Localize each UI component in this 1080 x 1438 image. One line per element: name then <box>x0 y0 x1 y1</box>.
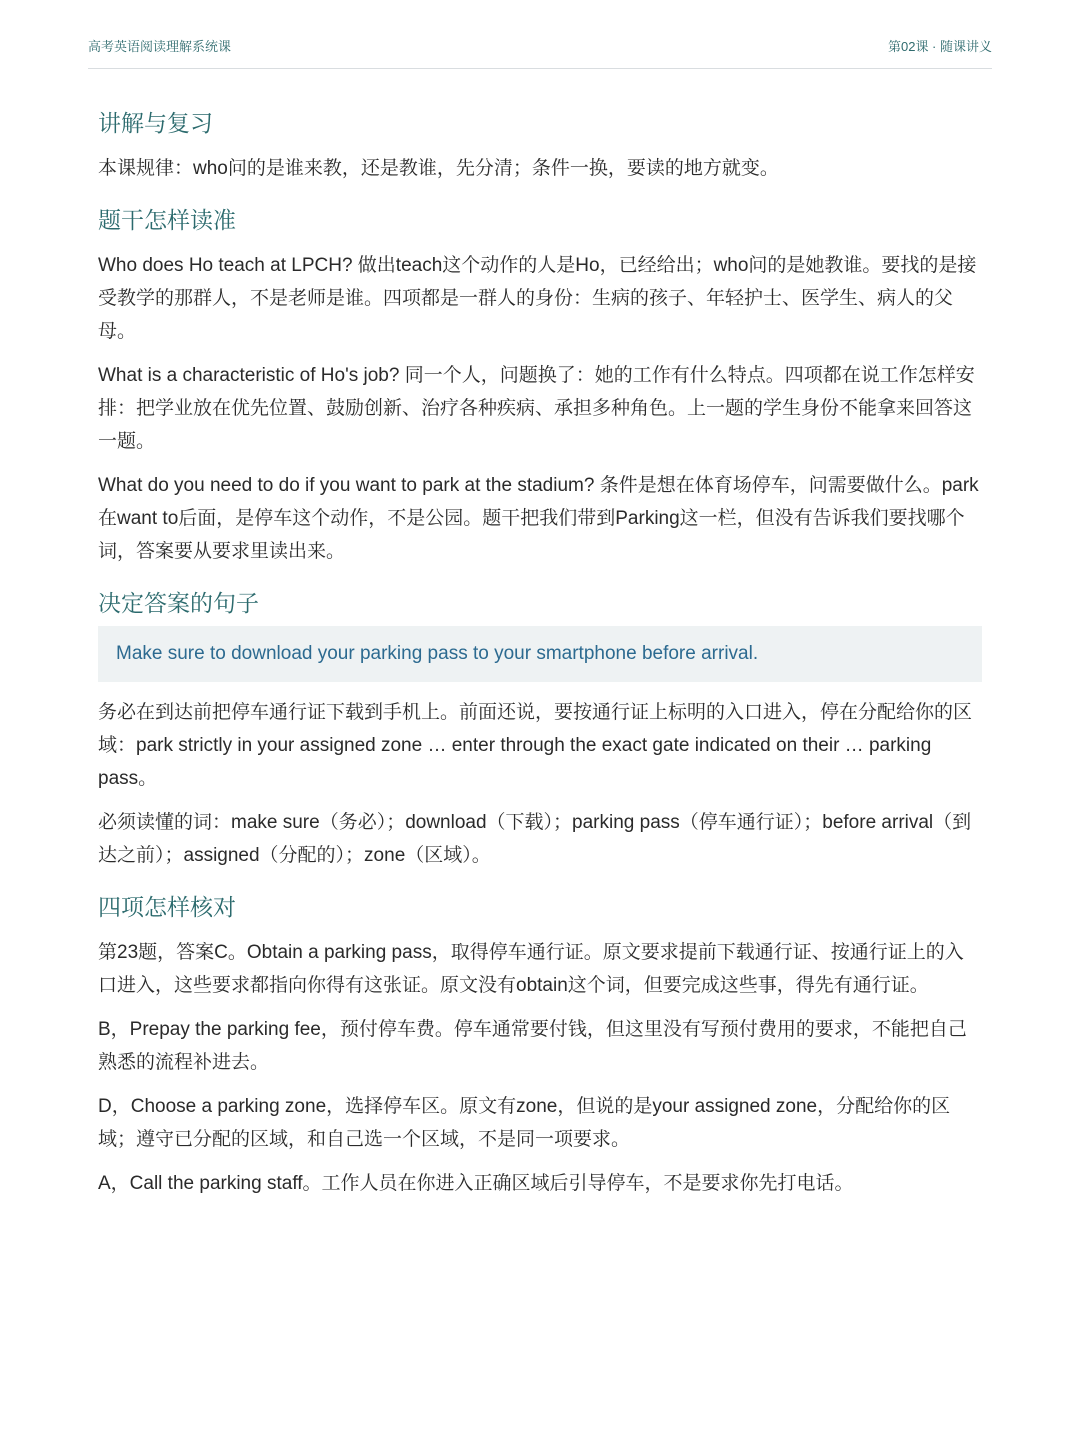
section-option-check <box>98 890 982 1200</box>
lecture-notes <box>98 106 982 1200</box>
section-title-key-sentence: 决定答案的句子 <box>98 590 259 616</box>
review-paragraph: 本课规律：who问的是谁来教，还是教谁，先分清；条件一换，要读的地方就变。 <box>98 158 779 179</box>
quote-text: Make sure to download your parking pass to your smartphone before arrival. <box>116 643 759 664</box>
option-paragraph-d: D，Choose a parking zone，选择停车区。原文有zone，但说的是your assigned zone，分配给你的区域；遵守已分配的区域，和自己选一个区域，不是同一项要求。 <box>98 1096 951 1150</box>
key-sentence-paragraph-1: 务必在到达前把停车通行证下载到手机上。前面还说，要按通行证上标明的入口进入，停在分配给你的区域：park strictly in your assigned zone … enter through the exact gate indicated on their … parking pass。 <box>98 702 973 789</box>
section-title-question-reading: 题干怎样读准 <box>98 207 236 233</box>
section-review <box>98 106 982 185</box>
course-title: 高考英语阅读理解系统课 <box>88 39 232 54</box>
option-paragraph-a: A，Call the parking staff。工作人员在你进入正确区域后引导停车，不是要求你先打电话。 <box>98 1173 854 1194</box>
section-title-option-check: 四项怎样核对 <box>98 894 236 920</box>
question-paragraph-3: What do you need to do if you want to park at the stadium? 条件是想在体育场停车，问需要做什么。park在want to后面，是停车这个动作，不是公园。题干把我们带到Parking这一栏，但没有告诉我们要找哪个词，答案要从要求里读出来。 <box>98 475 979 562</box>
section-title-review: 讲解与复习 <box>98 110 213 136</box>
option-paragraph-b: B，Prepay the parking fee，预付停车费。停车通常要付钱，但这里没有写预付费用的要求，不能把自己熟悉的流程补进去。 <box>98 1019 967 1073</box>
lesson-label: 第02课 · 随课讲义 <box>887 39 992 54</box>
option-paragraph-c: 第23题，答案C。Obtain a parking pass，取得停车通行证。原文要求提前下载通行证、按通行证上的入口进入，这些要求都指向你得有这张证。原文没有obtain这个词，但要完成这些事，得先有通行证。 <box>98 942 964 996</box>
key-sentence-quote <box>98 626 982 682</box>
section-question-reading <box>98 203 982 568</box>
question-paragraph-1: Who does Ho teach at LPCH? 做出teach这个动作的人是Ho，已经给出；who问的是她教谁。要找的是接受教学的那群人，不是老师是谁。四项都是一群人的身份：生病的孩子、年轻护士、医学生、病人的父母。 <box>98 255 977 342</box>
question-paragraph-2: What is a characteristic of Ho's job? 同一个人，问题换了：她的工作有什么特点。四项都在说工作怎样安排：把学业放在优先位置、鼓励创新、治疗各种疾病、承担多种角色。上一题的学生身份不能拿来回答这一题。 <box>98 365 975 452</box>
page-header <box>88 38 992 69</box>
key-vocabulary-paragraph: 必须读懂的词：make sure（务必）；download（下载）；parking pass（停车通行证）；before arrival（到达之前）；assigned（分配的）；zone（区域）。 <box>98 812 972 866</box>
section-key-sentence <box>98 586 982 872</box>
